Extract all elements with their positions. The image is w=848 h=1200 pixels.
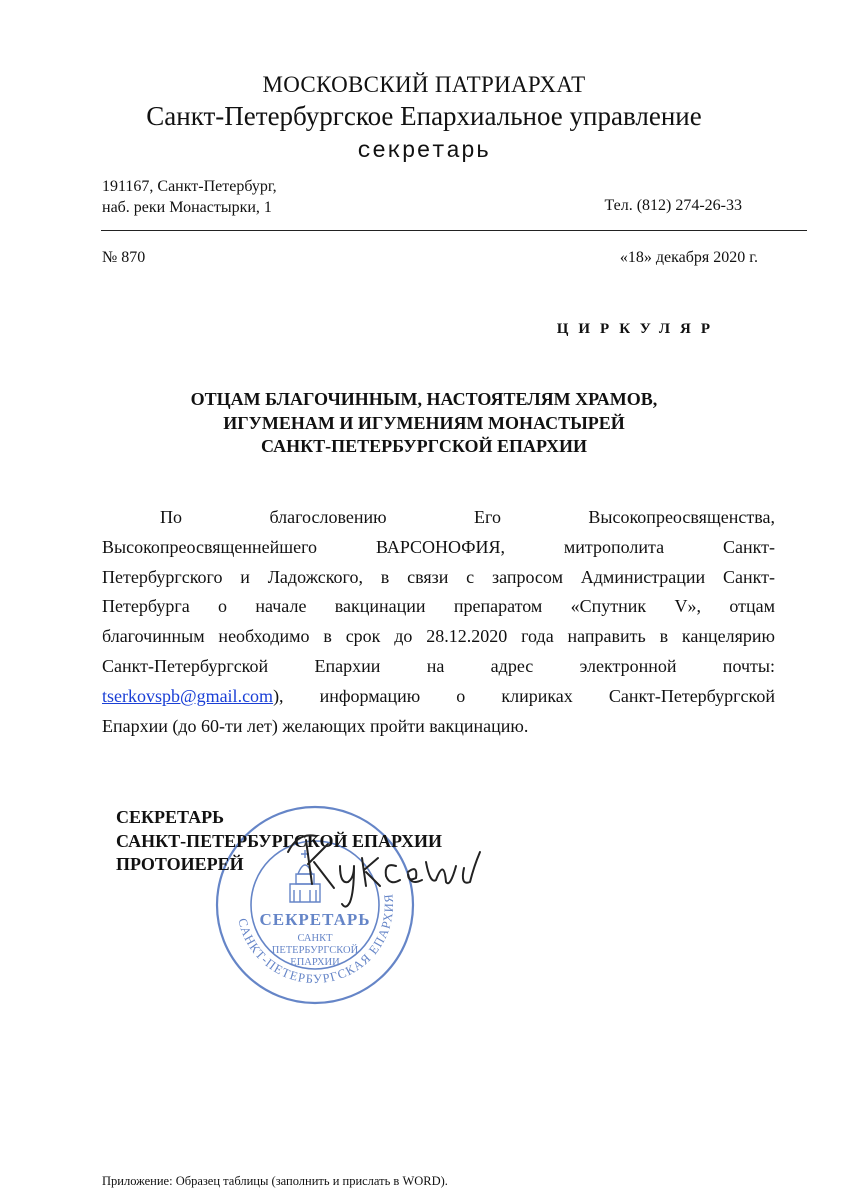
stamp-ring-text: САНКТ-ПЕТЕРБУРГСКАЯ ЕПАРХИЯ xyxy=(235,892,397,987)
addressee-line: САНКТ-ПЕТЕРБУРГСКОЙ ЕПАРХИИ xyxy=(260,436,587,456)
body-line-email xyxy=(102,682,775,712)
letterhead-office: Санкт-Петербургское Епархиальное управление xyxy=(146,101,702,131)
letterhead-department: секретарь xyxy=(357,138,491,164)
phone-number: Тел. (812) 274-26-33 xyxy=(604,197,742,214)
stamp-line: САНКТ xyxy=(297,933,333,944)
document-type: ЦИРКУЛЯР xyxy=(556,321,720,337)
signatory-line: САНКТ-ПЕТЕРБУРГСКОЙ ЕПАРХИИ xyxy=(116,830,443,851)
body-line: Епархии (до 60-ти лет) желающих пройти вакцинацию. xyxy=(102,715,529,736)
header-divider xyxy=(101,230,807,231)
body-line: благочинным необходимо в срок до 28.12.2020 года направить в канцелярию xyxy=(102,626,775,647)
document-number: № 870 xyxy=(102,249,146,266)
addressee-block xyxy=(0,388,848,459)
stamp-line: ПЕТЕРБУРГСКОЙ xyxy=(271,945,359,956)
body-line-rest: ), информацию о клириках Санкт-Петербургской xyxy=(273,685,775,706)
body-line: Петербурга о начале вакцинации препаратом «Спутник V», отцам xyxy=(102,596,775,617)
address-line-1: 191167, Санкт-Петербург, xyxy=(102,178,277,195)
body-line: Петербургского и Ладожского, в связи с запросом Администрации Санкт- xyxy=(102,566,775,587)
signatory-line: ПРОТОИЕРЕЙ xyxy=(116,854,244,874)
signatory-line: СЕКРЕТАРЬ xyxy=(116,807,225,827)
stamp-line: ЕПАРХИИ xyxy=(290,957,340,968)
document-date: «18» декабря 2020 г. xyxy=(619,249,758,266)
body-line: Высокопреосвященнейшего ВАРСОНОФИЯ, митрополита Санкт- xyxy=(102,536,775,557)
address-block xyxy=(102,176,277,218)
email-link[interactable]: tserkovspb@gmail.com xyxy=(102,685,274,706)
body-line: По благословению Его Высокопреосвященства, xyxy=(160,507,775,527)
address-line-2: наб. реки Монастырки, 1 xyxy=(102,199,272,216)
footnote: Приложение: Образец таблицы (заполнить и прислать в WORD). xyxy=(102,1174,448,1188)
addressee-line: ОТЦАМ БЛАГОЧИННЫМ, НАСТОЯТЕЛЯМ ХРАМОВ, xyxy=(190,389,658,409)
addressee-line: ИГУМЕНАМ И ИГУМЕНИЯМ МОНАСТЫРЕЙ xyxy=(223,412,625,433)
handwritten-signature xyxy=(268,822,508,912)
body-text xyxy=(102,503,775,741)
letterhead-org: МОСКОВСКИЙ ПАТРИАРХАТ xyxy=(262,72,586,97)
body-line: Санкт-Петербургской Епархии на адрес электронной почты: xyxy=(102,655,775,676)
stamp-title: СЕКРЕТАРЬ xyxy=(259,910,371,929)
